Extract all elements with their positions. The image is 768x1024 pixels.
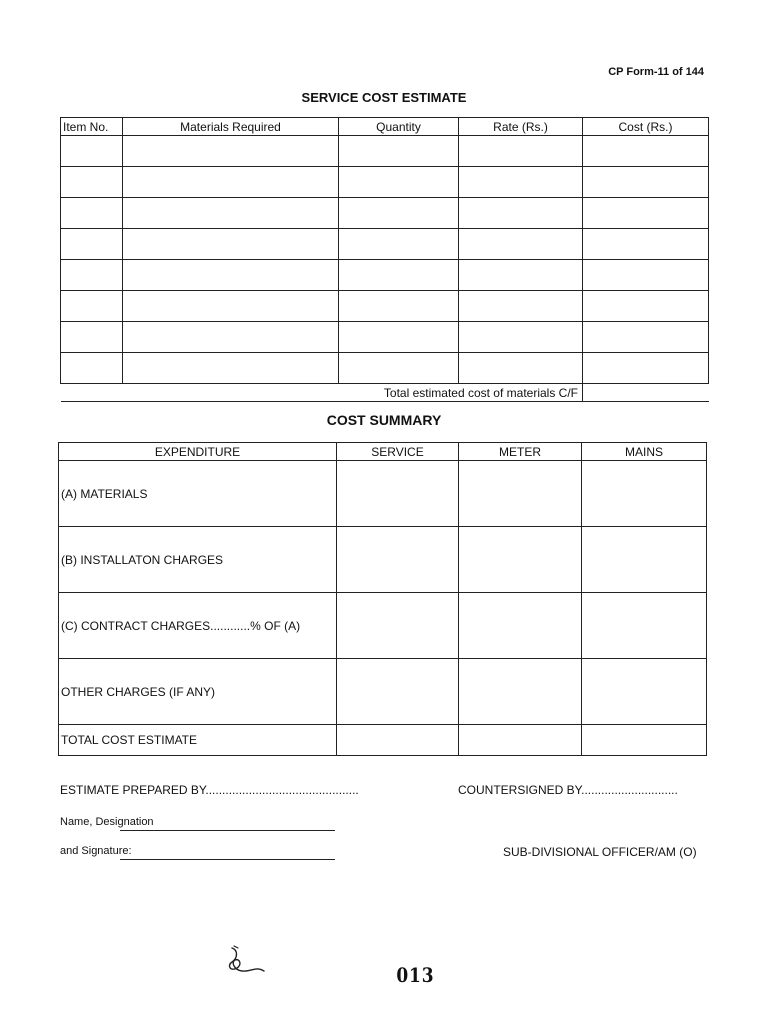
meter-cell[interactable] xyxy=(459,461,582,527)
quantity-cell[interactable] xyxy=(339,167,459,198)
rate-cell[interactable] xyxy=(459,136,583,167)
materials-cell[interactable] xyxy=(123,167,339,198)
rate-cell[interactable] xyxy=(459,229,583,260)
signature-line[interactable] xyxy=(120,859,335,860)
meter-cell[interactable] xyxy=(459,725,582,756)
materials-row xyxy=(61,167,709,198)
mains-cell[interactable] xyxy=(582,593,707,659)
service-cell[interactable] xyxy=(337,659,459,725)
meter-cell[interactable] xyxy=(459,527,582,593)
row-label-contract: (C) CONTRACT CHARGES............% OF (A) xyxy=(59,593,337,659)
cost-cell[interactable] xyxy=(583,167,709,198)
cost-cell[interactable] xyxy=(583,260,709,291)
countersigned-by: COUNTERSIGNED BY............................. xyxy=(458,783,678,797)
column-header-expenditure: EXPENDITURE xyxy=(59,443,337,461)
item-no-cell[interactable] xyxy=(61,322,123,353)
column-header-rate: Rate (Rs.) xyxy=(459,118,583,136)
summary-row-contract xyxy=(59,593,707,659)
rate-cell[interactable] xyxy=(459,198,583,229)
mains-cell[interactable] xyxy=(582,725,707,756)
materials-table xyxy=(60,117,709,402)
form-number: CP Form-11 of 144 xyxy=(608,66,704,78)
materials-row xyxy=(61,136,709,167)
materials-cell[interactable] xyxy=(123,322,339,353)
total-materials-cost-field[interactable] xyxy=(583,384,709,402)
signature-label: and Signature: xyxy=(60,845,132,857)
column-header-service: SERVICE xyxy=(337,443,459,461)
item-no-cell[interactable] xyxy=(61,260,123,291)
row-label-materials: (A) MATERIALS xyxy=(59,461,337,527)
materials-cell[interactable] xyxy=(123,136,339,167)
item-no-cell[interactable] xyxy=(61,136,123,167)
meter-cell[interactable] xyxy=(459,659,582,725)
quantity-cell[interactable] xyxy=(339,260,459,291)
materials-cell[interactable] xyxy=(123,291,339,322)
materials-row xyxy=(61,229,709,260)
meter-cell[interactable] xyxy=(459,593,582,659)
rate-cell[interactable] xyxy=(459,167,583,198)
quantity-cell[interactable] xyxy=(339,229,459,260)
item-no-cell[interactable] xyxy=(61,353,123,384)
estimate-prepared-by: ESTIMATE PREPARED BY.............................................. xyxy=(60,783,359,797)
materials-cell[interactable] xyxy=(123,260,339,291)
page-title: SERVICE COST ESTIMATE xyxy=(301,90,467,105)
column-header-cost: Cost (Rs.) xyxy=(583,118,709,136)
quantity-cell[interactable] xyxy=(339,322,459,353)
row-label-other: OTHER CHARGES (IF ANY) xyxy=(59,659,337,725)
cost-summary-table xyxy=(58,442,707,756)
cost-cell[interactable] xyxy=(583,322,709,353)
materials-total-row xyxy=(61,384,709,402)
cost-summary-title: COST SUMMARY xyxy=(326,412,442,428)
item-no-cell[interactable] xyxy=(61,167,123,198)
mains-cell[interactable] xyxy=(582,659,707,725)
item-no-cell[interactable] xyxy=(61,198,123,229)
rate-cell[interactable] xyxy=(459,353,583,384)
cost-cell[interactable] xyxy=(583,291,709,322)
quantity-cell[interactable] xyxy=(339,353,459,384)
rate-cell[interactable] xyxy=(459,291,583,322)
rate-cell[interactable] xyxy=(459,260,583,291)
summary-row-other xyxy=(59,659,707,725)
cost-cell[interactable] xyxy=(583,198,709,229)
quantity-cell[interactable] xyxy=(339,136,459,167)
materials-row xyxy=(61,291,709,322)
materials-cell[interactable] xyxy=(123,198,339,229)
handwritten-initials-icon xyxy=(224,944,268,980)
column-header-quantity: Quantity xyxy=(339,118,459,136)
cost-cell[interactable] xyxy=(583,136,709,167)
summary-row-materials xyxy=(59,461,707,527)
service-cell[interactable] xyxy=(337,527,459,593)
row-label-installation: (B) INSTALLATON CHARGES xyxy=(59,527,337,593)
name-designation-line[interactable] xyxy=(120,830,335,831)
summary-row-total xyxy=(59,725,707,756)
column-header-mains: MAINS xyxy=(582,443,707,461)
quantity-cell[interactable] xyxy=(339,291,459,322)
materials-row xyxy=(61,353,709,384)
total-materials-label: Total estimated cost of materials C/F xyxy=(61,384,583,402)
quantity-cell[interactable] xyxy=(339,198,459,229)
column-header-meter: METER xyxy=(459,443,582,461)
item-no-cell[interactable] xyxy=(61,291,123,322)
cost-cell[interactable] xyxy=(583,353,709,384)
summary-row-installation xyxy=(59,527,707,593)
mains-cell[interactable] xyxy=(582,527,707,593)
sub-divisional-officer: SUB-DIVISIONAL OFFICER/AM (O) xyxy=(503,845,697,859)
cost-cell[interactable] xyxy=(583,229,709,260)
materials-cell[interactable] xyxy=(123,229,339,260)
materials-row xyxy=(61,260,709,291)
summary-header-row xyxy=(59,443,707,461)
item-no-cell[interactable] xyxy=(61,229,123,260)
materials-row xyxy=(61,198,709,229)
service-cell[interactable] xyxy=(337,593,459,659)
row-label-total: TOTAL COST ESTIMATE xyxy=(59,725,337,756)
materials-cell[interactable] xyxy=(123,353,339,384)
page-number: 013 xyxy=(396,963,435,987)
name-designation-label: Name, Designation xyxy=(60,816,154,828)
rate-cell[interactable] xyxy=(459,322,583,353)
materials-row xyxy=(61,322,709,353)
service-cell[interactable] xyxy=(337,461,459,527)
materials-header-row xyxy=(61,118,709,136)
mains-cell[interactable] xyxy=(582,461,707,527)
service-cell[interactable] xyxy=(337,725,459,756)
column-header-item-no: Item No. xyxy=(61,118,123,136)
column-header-materials: Materials Required xyxy=(123,118,339,136)
